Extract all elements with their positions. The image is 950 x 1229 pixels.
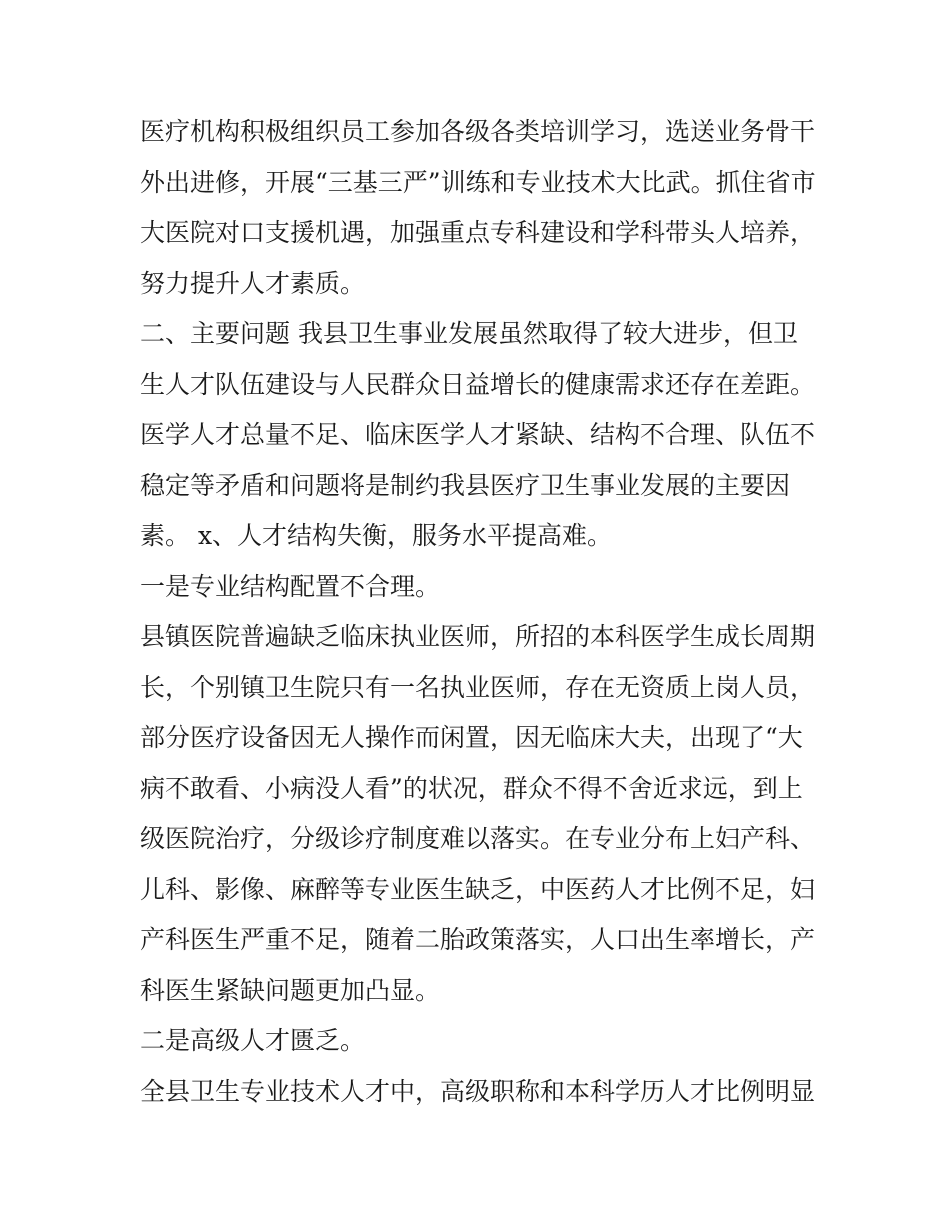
text-line-10: 一是专业结构配置不合理。 bbox=[140, 571, 441, 601]
text-line-4: 努力提升人才素质。 bbox=[140, 268, 366, 298]
text-line-18: 科医生紧缺问题更加凸显。 bbox=[140, 975, 441, 1005]
text-line-9: 素。 x、人才结构失衡，服务水平提高难。 bbox=[140, 521, 613, 550]
text-line-17: 产科医生严重不足，随着二胎政策落实，人口出生率增长，产 bbox=[140, 925, 816, 954]
text-line-2: 外出进修，开展“三基三严”训练和专业技术大比武。抓住省市 bbox=[140, 167, 816, 197]
text-line-6: 生人才队伍建设与人民群众日益增长的健康需求还存在差距。 bbox=[140, 369, 816, 399]
body-text bbox=[140, 107, 820, 1117]
text-line-14: 病不敢看、小病没人看”的状况，群众不得不舍近求远，到上 bbox=[140, 773, 803, 803]
text-line-19: 二是高级人才匮乏。 bbox=[140, 1026, 366, 1055]
text-line-16: 儿科、影像、麻醉等专业医生缺乏，中医药人才比例不足，妇 bbox=[140, 874, 816, 904]
text-line-15: 级医院治疗，分级诊疗制度难以落实。在专业分布上妇产科、 bbox=[140, 824, 816, 853]
text-line-13: 部分医疗设备因无人操作而闲置，因无临床大夫，出现了“大 bbox=[140, 723, 803, 752]
text-line-20: 全县卫生专业技术人才中，高级职称和本科学历人才比例明显 bbox=[140, 1076, 816, 1106]
text-line-11: 县镇医院普遍缺乏临床执业医师，所招的本科医学生成长周期 bbox=[140, 622, 816, 651]
text-line-8: 稳定等矛盾和问题将是制约我县医疗卫生事业发展的主要因 bbox=[140, 470, 791, 500]
text-line-7: 医学人才总量不足、临床医学人才紧缺、结构不合理、队伍不 bbox=[140, 420, 816, 449]
text-line-12: 长，个别镇卫生院只有一名执业医师，存在无资质上岗人员， bbox=[140, 672, 816, 702]
text-line-5: 二、主要问题 我县卫生事业发展虽然取得了较大进步，但卫 bbox=[140, 319, 798, 348]
text-line-1: 医疗机构积极组织员工参加各级各类培训学习，选送业务骨干 bbox=[140, 117, 816, 146]
text-line-3: 大医院对口支援机遇，加强重点专科建设和学科带头人培养， bbox=[140, 218, 816, 247]
